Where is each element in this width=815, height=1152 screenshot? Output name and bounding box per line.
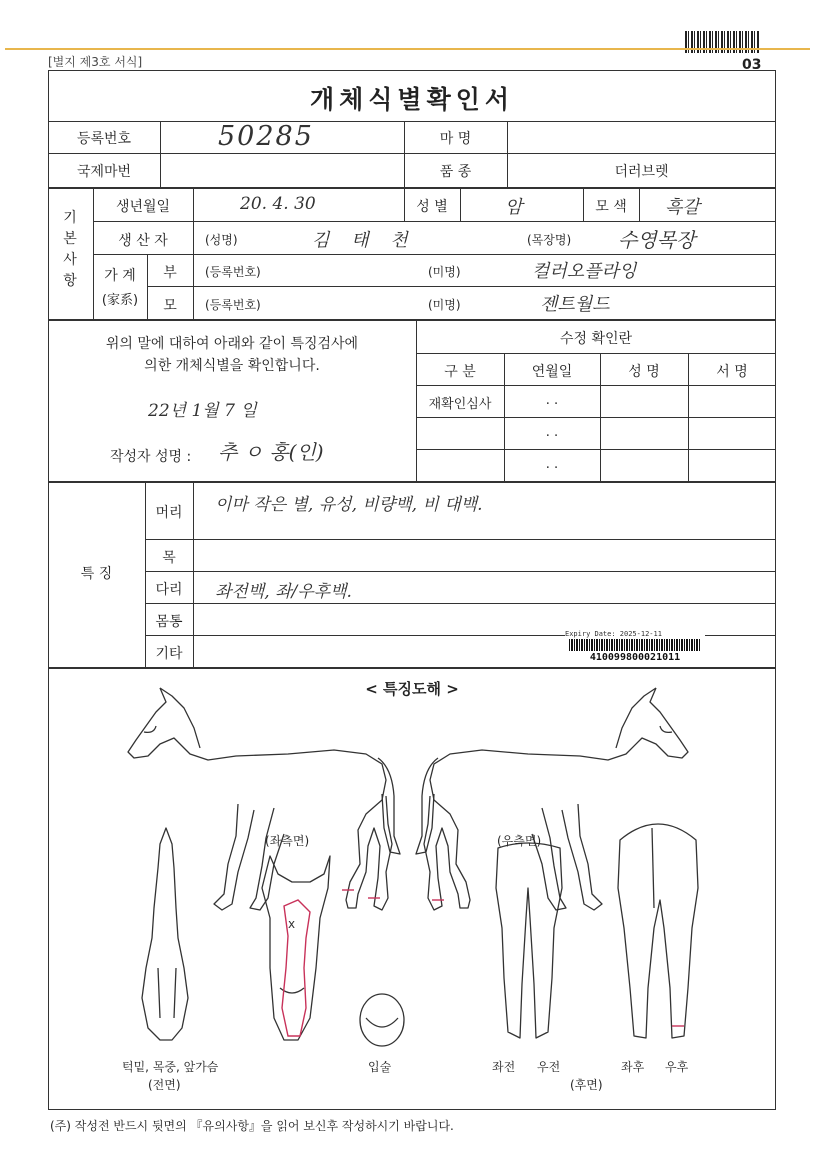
producer-name-value: 김 태 천 bbox=[312, 230, 416, 251]
page-number: 03 bbox=[742, 57, 762, 73]
rule-h11 bbox=[416, 449, 776, 450]
horse-front-view bbox=[142, 828, 188, 1040]
writer-value: 추 ㅇ 홍(인) bbox=[218, 440, 324, 464]
revision-col-date: 연월일 bbox=[531, 364, 573, 380]
revision-row3-date: . . bbox=[545, 457, 559, 472]
accent-rule bbox=[5, 48, 810, 50]
horse-front-legs bbox=[496, 843, 562, 1038]
breed-label: 품 종 bbox=[439, 164, 472, 180]
rule-h4 bbox=[93, 221, 776, 222]
basic-section-text: 기본사항 bbox=[63, 210, 77, 289]
horse-diagram bbox=[48, 668, 776, 1108]
right-front-label: 우전 bbox=[537, 1060, 561, 1074]
sticker-expiry: Expiry Date: 2025-12-11 bbox=[565, 630, 662, 638]
revision-col-name: 성 명 bbox=[628, 364, 660, 380]
family-hanja: (家系) bbox=[101, 293, 139, 308]
horse-name-label: 마 명 bbox=[439, 131, 472, 147]
sex-value: 암 bbox=[505, 197, 523, 218]
rule-h1 bbox=[48, 121, 776, 122]
barcode-sticker bbox=[565, 630, 705, 666]
revision-row1-date: . . bbox=[545, 393, 559, 408]
rule-h12 bbox=[48, 481, 776, 483]
feature-other-label: 기타 bbox=[155, 646, 183, 662]
rule-h3 bbox=[48, 187, 776, 189]
feature-leg-value: 좌전백, 좌/우후백. bbox=[215, 582, 352, 602]
rule-h6 bbox=[147, 286, 776, 287]
writer-label: 작성자 성명 : bbox=[110, 449, 192, 465]
dam-name-value: 젠트월드 bbox=[540, 294, 610, 315]
front-label: (전면) bbox=[148, 1078, 181, 1092]
rule-v5 bbox=[193, 187, 194, 319]
statement-line1: 위의 말에 대하여 아래와 같이 특징검사에 bbox=[105, 336, 359, 352]
horse-head-front bbox=[262, 856, 330, 1040]
producer-name-paren: (성명) bbox=[205, 233, 238, 247]
marking-face-stripe bbox=[282, 900, 310, 1036]
footer-note: (주) 작성전 반드시 뒷면의 『유의사항』을 읽어 보신후 작성하시기 바랍니다. bbox=[50, 1119, 454, 1133]
rule-v10 bbox=[639, 187, 640, 221]
rule-h5 bbox=[93, 254, 776, 255]
birth-value: 20. 4. 30 bbox=[240, 194, 316, 214]
intl-no-label: 국제마번 bbox=[76, 164, 132, 180]
marking-star-x: x bbox=[288, 917, 296, 931]
rear-label: (후면) bbox=[570, 1078, 603, 1092]
birth-label: 생년월일 bbox=[115, 199, 171, 215]
rule-h10 bbox=[416, 417, 776, 418]
rule-h8 bbox=[416, 353, 776, 354]
feature-head-label: 머리 bbox=[155, 505, 183, 521]
revision-row1-label: 재확인심사 bbox=[428, 397, 492, 412]
reg-no-label: 등록번호 bbox=[76, 131, 132, 147]
producer-label: 생 산 자 bbox=[118, 233, 168, 249]
horse-lips bbox=[360, 994, 404, 1046]
rule-h13 bbox=[145, 539, 776, 540]
rule-h14 bbox=[145, 571, 776, 572]
lips-label: 입술 bbox=[368, 1060, 392, 1074]
form-number: [별지 제3호 서식] bbox=[48, 55, 143, 69]
feature-body-label: 몸통 bbox=[155, 614, 183, 630]
sire-name-paren: (미명) bbox=[428, 265, 461, 279]
rule-v16 bbox=[193, 481, 194, 667]
revision-row2-date: . . bbox=[545, 425, 559, 440]
right-hind-label: 우후 bbox=[665, 1060, 689, 1074]
reg-no-value: 50285 bbox=[218, 121, 314, 152]
basic-section-label bbox=[55, 208, 85, 292]
page-title: 개체식별확인서 bbox=[309, 85, 515, 114]
sticker-barcode bbox=[569, 639, 701, 651]
confirm-date: 22년 1월 7 일 bbox=[148, 401, 257, 421]
revision-title: 수정 확인란 bbox=[559, 331, 633, 347]
right-side-label: (우측면) bbox=[497, 834, 542, 848]
sticker-code: 410099800021011 bbox=[589, 652, 681, 663]
feature-leg-label: 다리 bbox=[155, 582, 183, 598]
horse-left-side bbox=[128, 688, 400, 910]
breed-value: 더러브렛 bbox=[614, 164, 669, 180]
rule-h9 bbox=[416, 385, 776, 386]
left-hind-label: 좌후 bbox=[621, 1060, 645, 1074]
dam-name-paren: (미명) bbox=[428, 298, 461, 312]
features-section-label: 특 징 bbox=[80, 566, 113, 582]
ranch-paren: (목장명) bbox=[527, 233, 572, 247]
sire-reg-paren: (등록번호) bbox=[205, 265, 261, 279]
revision-col-category: 구 분 bbox=[444, 364, 476, 380]
rule-h7 bbox=[48, 319, 776, 321]
revision-col-sign: 서 명 bbox=[716, 364, 748, 380]
sire-name-value: 컬러오플라잉 bbox=[532, 261, 637, 282]
color-label: 모 색 bbox=[595, 199, 627, 215]
rule-h15 bbox=[145, 603, 776, 604]
feature-head-value: 이마 작은 별, 유성, 비량백, 비 대백. bbox=[215, 495, 483, 515]
family-label: 가 계 bbox=[104, 268, 136, 284]
left-side-label: (좌측면) bbox=[265, 834, 310, 848]
rule-v8 bbox=[460, 187, 461, 221]
statement-line2: 의한 개체식별을 확인합니다. bbox=[144, 358, 320, 374]
front-caption: 턱밑, 목중, 앞가슴 bbox=[122, 1060, 219, 1074]
feature-neck-label: 목 bbox=[162, 550, 176, 566]
horse-rear-view bbox=[618, 824, 698, 1038]
left-front-label: 좌전 bbox=[492, 1060, 516, 1074]
dam-label: 모 bbox=[163, 298, 177, 314]
sire-label: 부 bbox=[163, 265, 177, 281]
dam-reg-paren: (등록번호) bbox=[205, 298, 261, 312]
color-value: 흑갈 bbox=[665, 197, 700, 218]
horse-right-side bbox=[416, 688, 688, 910]
rule-h2 bbox=[48, 153, 776, 154]
sex-label: 성 별 bbox=[416, 199, 448, 215]
ranch-value: 수영목장 bbox=[618, 228, 696, 252]
rule-v1 bbox=[160, 121, 161, 187]
diagram-title: < 특징도해 > bbox=[365, 680, 459, 698]
